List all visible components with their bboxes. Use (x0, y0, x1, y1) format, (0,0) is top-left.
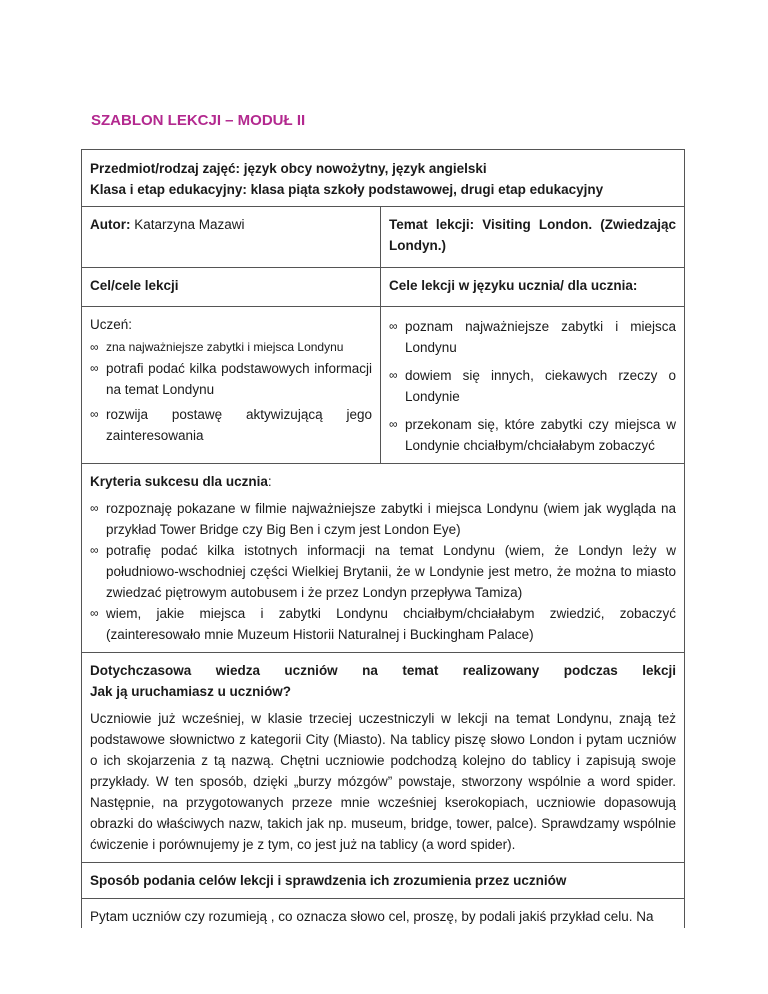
method-text: Pytam uczniów czy rozumieją , co oznacza słowo cel, proszę, by podali jakiś przykład celu. Na (90, 909, 654, 924)
goals-label: Cel/cele lekcji (90, 278, 179, 293)
criteria-heading: Kryteria sukcesu dla ucznia: (90, 474, 272, 489)
prior-knowledge-text: Uczniowie już wcześniej, w klasie trzeciej uczestniczyli w lekcji na temat Londynu, znają też podstawowe słownictwo z kategorii City (Miasto). Na tablicy piszę słowo London i pytam uczniów o ich skojarzenia z tą nazwą. Chętni uczniowie podchodzą kolejno do tablicy i zapisują swoje przykłady. W ten sposób, dzięki „burzy mózgów” powstaje, stworzony wspólnie a word spider. Następnie, na przygotowanych przeze mnie wcześniej kserokopiach, uczniowie dopasowują obrazki do właściwych nazw, takich jak np. museum, bridge, tower, palce). Sprawdzamy wspólnie ćwiczenie i porównujemy je z tym, co jest już na tablicy (a word spider). (90, 711, 676, 852)
prior-knowledge-heading: Dotychczasowa wiedza uczniów na temat realizowany podczas lekcji (90, 663, 676, 678)
goals-row (82, 307, 685, 464)
list-item: ∞ rozpoznaję pokazane w filmie najważniejsze zabytki i miejsca Londynu (wiem jak wygląda na przykład Tower Bridge czy Big Ben i czym jest London Eye) (90, 498, 676, 540)
criteria-list (90, 498, 676, 645)
infinity-bullet-icon: ∞ (389, 319, 398, 333)
author-label: Autor: (90, 217, 131, 232)
goals-header-row (82, 268, 685, 307)
list-item: ∞ poznam najważniejsze zabytki i miejsca Londynu (389, 316, 676, 358)
infinity-bullet-icon: ∞ (90, 407, 99, 421)
method-row (82, 863, 685, 899)
infinity-bullet-icon: ∞ (90, 606, 99, 620)
prior-knowledge-question: Jak ją uruchamiasz u uczniów? (90, 684, 292, 699)
lesson-topic: Temat lekcji: Visiting London. (Zwiedzając Londyn.) (389, 217, 676, 253)
list-item: ∞ przekonam się, które zabytki czy miejsca w Londynie chciałbym/chciałabym zobaczyć (389, 414, 676, 456)
list-item: ∞ wiem, jakie miejsca i zabytki Londynu chciałbym/chciałabym zwiedzić, zobaczyć (zainteresowało mnie Muzeum Historii Naturalnej i Buckingham Palace) (90, 603, 676, 645)
infinity-bullet-icon: ∞ (90, 543, 99, 557)
list-item: ∞ rozwija postawę aktywizującą jego zainteresowania (90, 404, 372, 446)
list-item: ∞ potrafię podać kilka istotnych informacji na temat Londynu (wiem, że Londyn leży w południowo-wschodniej części Wielkiej Brytanii, że w Londynie jest metro, że można to miasto zwiedzać piętrowym autobusem i że przez Londyn przepływa Tamiza) (90, 540, 676, 603)
criteria-row (82, 464, 685, 653)
lesson-template-table (81, 149, 685, 928)
teacher-goals-list (90, 337, 372, 446)
author-name: Katarzyna Mazawi (130, 217, 245, 232)
list-item: ∞ zna najważniejsze zabytki i miejsca Londynu (90, 337, 372, 358)
infinity-bullet-icon: ∞ (389, 417, 398, 431)
method-text-row (82, 899, 685, 929)
prior-knowledge-row (82, 653, 685, 863)
infinity-bullet-icon: ∞ (389, 368, 398, 382)
document-title: SZABLON LEKCJI – MODUŁ II (91, 112, 306, 129)
subject-line: Przedmiot/rodzaj zajęć: język obcy nowożytny, język angielski (90, 161, 487, 176)
student-goals-list (389, 316, 676, 456)
infinity-bullet-icon: ∞ (90, 501, 99, 515)
student-goals-label: Cele lekcji w języku ucznia/ dla ucznia: (389, 278, 638, 293)
infinity-bullet-icon: ∞ (90, 361, 99, 375)
list-item: ∞ potrafi podać kilka podstawowych informacji na temat Londynu (90, 358, 372, 400)
method-heading: Sposób podania celów lekcji i sprawdzenia ich zrozumienia przez uczniów (90, 873, 567, 888)
class-stage-line: Klasa i etap edukacyjny: klasa piąta szkoły podstawowej, drugi etap edukacyjny (90, 182, 604, 197)
author-topic-row (82, 207, 685, 268)
student-intro: Uczeń: (90, 317, 133, 332)
list-item: ∞ dowiem się innych, ciekawych rzeczy o Londynie (389, 365, 676, 407)
subject-row (82, 150, 685, 207)
infinity-bullet-icon: ∞ (90, 340, 99, 354)
